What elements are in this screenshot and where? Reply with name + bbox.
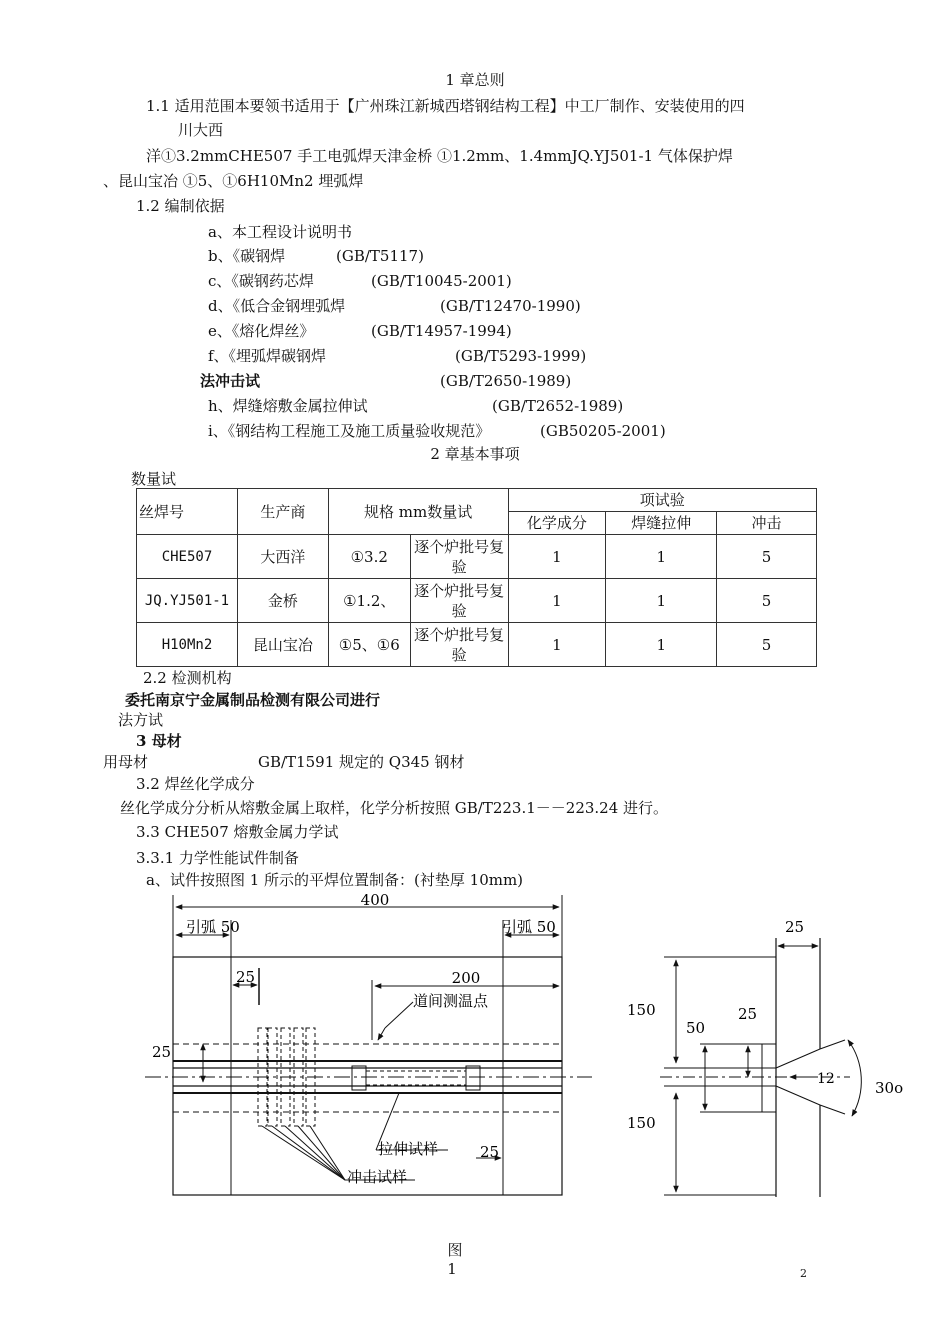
section-1-1-line3: 洋①3.2mmCHE507 手工电弧焊天津金桥 ①1.2mm、1.4mmJQ.YJ501-1 气体保护焊: [146, 147, 733, 165]
dim-arc-left-label: 引弧 50: [186, 918, 240, 936]
dimension-25-top: [233, 968, 259, 1005]
dimension-25-left: [152, 1043, 203, 1082]
section-2-2-title: 2.2 检测机构: [143, 669, 232, 687]
section-1-1-line4: 、昆山宝冶 ①5、①6H10Mn2 埋弧焊: [103, 172, 364, 190]
cell-maker: 金桥: [237, 579, 328, 623]
reference-item-a: a、本工程设计说明书: [208, 223, 352, 241]
reference-item-g: 法冲击试: [200, 372, 261, 390]
reference-item-h: h、焊缝熔敷金属拉伸试: [208, 397, 368, 415]
cell-tensile: 1: [606, 623, 717, 667]
reference-item-f: f、《埋弧焊碳钢焊: [208, 347, 327, 365]
chapter-2-title: 2 章基本事项: [430, 445, 520, 463]
cell-chem: 1: [508, 623, 606, 667]
tensile-label: 拉伸试样: [378, 1140, 439, 1158]
section-3-body-label: 用母材: [103, 753, 149, 771]
header-chem: 化学成分: [508, 512, 606, 535]
cell-qty: 逐个炉批号复验: [410, 623, 508, 667]
cell-impact: 5: [717, 579, 817, 623]
section-3-3-title: 3.3 CHE507 熔敷金属力学试: [136, 823, 339, 841]
reference-code-h: (GB/T2652-1989): [492, 397, 624, 415]
figure-caption-line1: 图: [447, 1241, 463, 1259]
impact-label: 冲击试样: [347, 1168, 408, 1186]
cell-spec: ①3.2: [328, 535, 410, 579]
dim-25-left-label: 25: [152, 1043, 172, 1061]
cell-maker: 大西洋: [237, 535, 328, 579]
side-150-bottom-label: 150: [627, 1114, 656, 1132]
side-50-label: 50: [686, 1019, 706, 1037]
cell-wire: H10Mn2: [137, 623, 238, 667]
section-view: [660, 938, 861, 1197]
cell-impact: 5: [717, 535, 817, 579]
cell-tensile: 1: [606, 535, 717, 579]
section-1-1-line1: 1.1 适用范围本要领书适用于【广州珠江新城西塔钢结构工程】中工厂制作、安装使用的四: [146, 97, 745, 115]
section-3-3-1-title: 3.3.1 力学性能试件制备: [136, 849, 299, 867]
table-caption: 数量试: [131, 470, 177, 488]
figure-caption-line2: 1: [447, 1260, 457, 1278]
header-wire: 丝焊号: [137, 489, 238, 535]
temp-point-leader: [378, 992, 489, 1040]
chapter-1-title: 1 章总则: [445, 71, 505, 89]
cell-spec: ①1.2、: [328, 579, 410, 623]
cell-chem: 1: [508, 579, 606, 623]
side-25-top-label: 25: [785, 918, 805, 936]
side-150-top-label: 150: [627, 1001, 656, 1019]
cell-chem: 1: [508, 535, 606, 579]
dim-25-bottom-label: 25: [480, 1143, 500, 1161]
reference-code-b: (GB/T5117): [336, 247, 424, 265]
header-impact: 冲击: [717, 512, 817, 535]
header-items: 项试验: [508, 489, 816, 512]
side-30-label: 30o: [875, 1079, 904, 1097]
dim-400-label: 400: [360, 891, 390, 909]
reference-code-g: (GB/T2650-1989): [440, 372, 572, 390]
section-3-2-body: 丝化学成分分析从熔敷金属上取样，化学分析按照 GB/T223.1－－223.24 进行。: [120, 799, 669, 817]
dimension-arc-left: [176, 918, 240, 1195]
cell-qty: 逐个炉批号复验: [410, 535, 508, 579]
header-qty: 数量试: [427, 502, 473, 521]
section-3-2-title: 3.2 焊丝化学成分: [136, 775, 255, 793]
section-1-2-title: 1.2 编制依据: [136, 197, 225, 215]
cell-maker: 昆山宝冶: [237, 623, 328, 667]
cell-qty: 逐个炉批号复验: [410, 579, 508, 623]
section-3-3-1-a: a、试件按照图 1 所示的平焊位置制备：(衬垫厚 10mm): [146, 871, 524, 889]
header-spec: 规格 mm: [364, 502, 428, 521]
cell-spec: ①5、①6: [328, 623, 410, 667]
dimension-arc-right: [502, 918, 559, 1195]
dim-200-label: 200: [451, 969, 481, 987]
dim-arc-right-label: 引弧 50: [502, 918, 556, 936]
reference-item-i: i、《钢结构工程施工及施工质量验收规范》: [208, 422, 491, 440]
section-2-2-body2: 法方试: [118, 711, 164, 729]
reference-code-d: (GB/T12470-1990): [440, 297, 581, 315]
reference-item-b: b、《碳钢焊: [208, 247, 286, 265]
reference-code-e: (GB/T14957-1994): [371, 322, 512, 340]
section-2-2-body: 委托南京宁金属制品检测有限公司进行: [125, 691, 381, 709]
cell-impact: 5: [717, 623, 817, 667]
page-number: 2: [800, 1267, 807, 1280]
header-maker: 生产商: [237, 489, 328, 535]
cell-wire: JQ.YJ501-1: [137, 579, 238, 623]
cell-wire: CHE507: [137, 535, 238, 579]
reference-item-d: d、《低合金钢埋弧焊: [208, 297, 346, 315]
section-3-title: 3 母材: [136, 732, 182, 750]
section-1-1-line2: 川大西: [178, 121, 224, 139]
header-tensile: 焊缝拉伸: [606, 512, 717, 535]
side-12-label: 12: [817, 1071, 835, 1087]
reference-item-e: e、《熔化焊丝》: [208, 322, 315, 340]
reference-code-c: (GB/T10045-2001): [371, 272, 512, 290]
dim-25-top-label: 25: [236, 968, 256, 986]
temp-point-label: 道间测温点: [413, 992, 489, 1010]
reference-code-i: (GB50205-2001): [540, 422, 666, 440]
section-3-body-text: GB/T1591 规定的 Q345 钢材: [258, 753, 465, 771]
side-25-mid-label: 25: [738, 1005, 758, 1023]
reference-item-c: c、《碳钢药芯焊: [208, 272, 314, 290]
dimension-25-bottom: [476, 1143, 501, 1161]
cell-tensile: 1: [606, 579, 717, 623]
reference-code-f: (GB/T5293-1999): [455, 347, 587, 365]
